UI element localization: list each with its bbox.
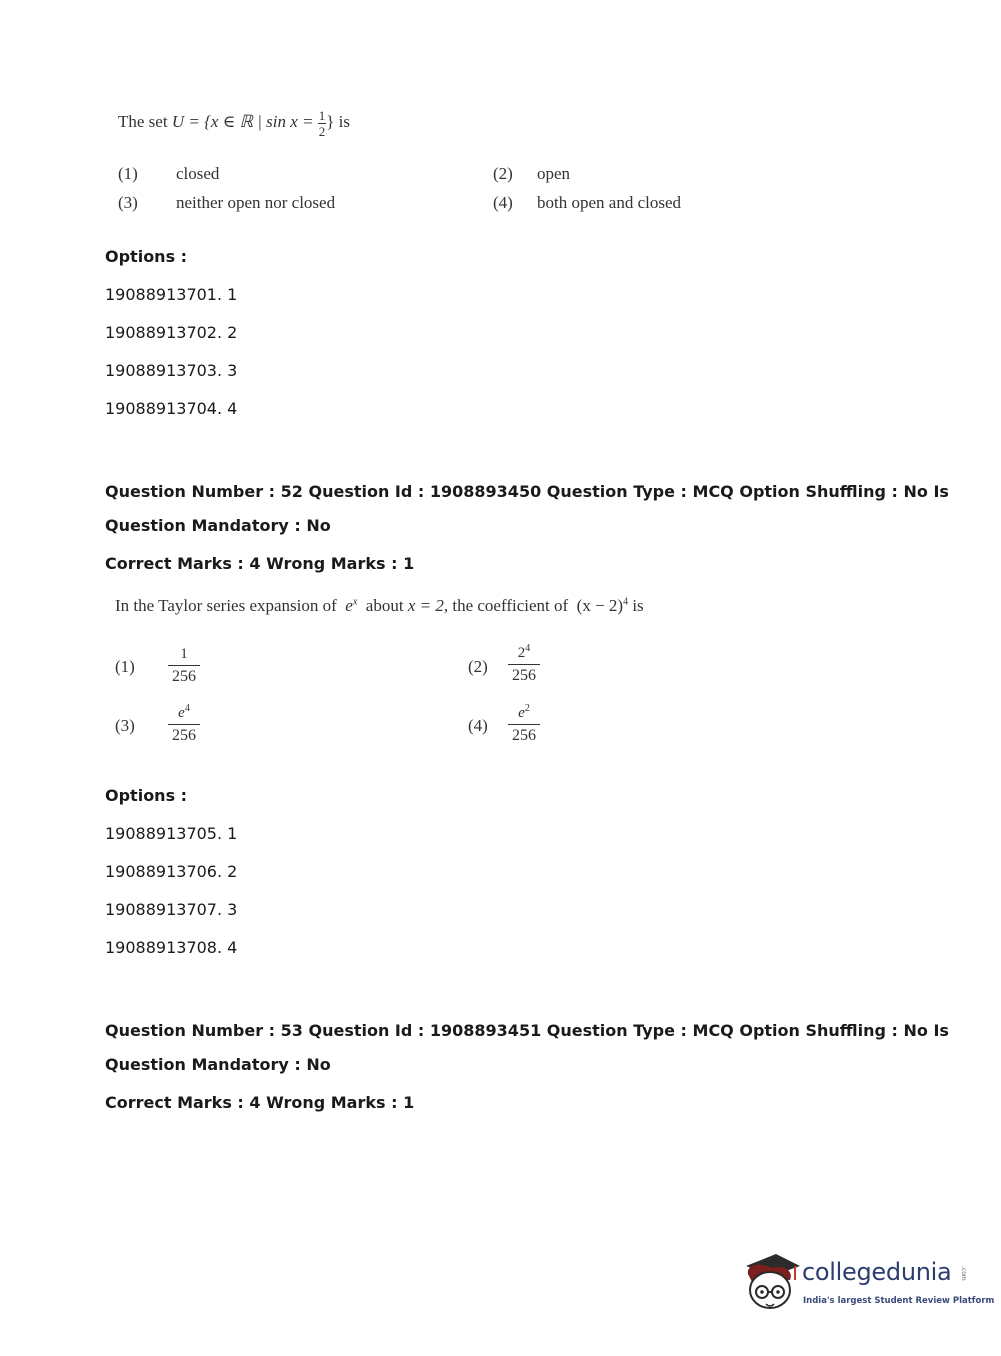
q51-stem (118, 104, 350, 144)
q52-option-3: 19088913707. 3 (105, 900, 238, 919)
q53-header-line2: Question Mandatory : No (105, 1055, 331, 1074)
q53-marks: Correct Marks : 4 Wrong Marks : 1 (105, 1093, 415, 1112)
q51-option-2: 19088913702. 2 (105, 323, 238, 342)
q52-choice-2-numer-exp: 4 (525, 643, 531, 654)
q52-marks: Correct Marks : 4 Wrong Marks : 1 (105, 554, 415, 573)
q52-option-4: 19088913708. 4 (105, 938, 238, 957)
q52-choice-4-denom: 256 (512, 727, 536, 744)
q51-stem-math: U = {x ∈ ℝ | sin x = (171, 112, 314, 131)
q52-choice-1-frac (168, 646, 200, 686)
q51-choice-2-num: (2) (493, 164, 513, 183)
q52-header-line1: Question Number : 52 Question Id : 1908893450 Question Type : MCQ Option Shuffling : No Is (105, 482, 949, 501)
q52-stem-part2: about (365, 596, 404, 615)
q52-choice-1-num: (1) (115, 657, 135, 676)
q51-fraction (318, 109, 327, 138)
q51-choice-1-num: (1) (118, 164, 138, 183)
logo-suffix: .com (960, 1266, 967, 1281)
q52-choice-3-numer-exp: 4 (184, 703, 190, 714)
q51-option-3: 19088913703. 3 (105, 361, 238, 380)
logo-tagline: India's largest Student Review Platform (803, 1296, 995, 1306)
q51-stem-prefix: The set (118, 112, 168, 131)
q51-frac-den: 2 (318, 123, 326, 139)
q52-choice-4-frac (508, 703, 540, 745)
q51-choice-3-num: (3) (118, 193, 138, 212)
q51-option-4: 19088913704. 4 (105, 399, 238, 418)
q52-options-label: Options : (105, 786, 188, 805)
q52-choice-3-num: (3) (115, 716, 135, 735)
collegedunia-logo[interactable] (742, 1252, 995, 1316)
q51-choice-1-text: closed (176, 164, 220, 183)
q51-choice-2-text: open (537, 164, 571, 183)
q51-option-1: 19088913701. 1 (105, 285, 238, 304)
q52-choice-3-numer: e (178, 705, 185, 721)
q51-stem-suffix: is (338, 112, 351, 131)
q53-header-line1: Question Number : 53 Question Id : 1908893451 Question Type : MCQ Option Shuffling : No Is (105, 1021, 949, 1040)
q51-frac-num: 1 (318, 107, 326, 123)
q52-option-1: 19088913705. 1 (105, 824, 238, 843)
q52-stem-part3: x = 2 (407, 596, 444, 615)
q51-choice-4-num: (4) (493, 193, 513, 212)
q52-stem-part5: (x − 2) (576, 596, 624, 615)
q51-choice-3-text: neither open nor closed (176, 193, 336, 212)
q52-stem-part5-exp: 4 (623, 596, 629, 608)
q52-stem (115, 596, 644, 616)
q52-choice-3-denom: 256 (172, 727, 196, 744)
q52-choice-2-numer: 2 (517, 645, 526, 661)
q52-choice-1-denom: 256 (172, 668, 196, 685)
q52-stem-part1: In the Taylor series expansion of (115, 596, 337, 615)
logo-name: collegedunia (802, 1258, 952, 1286)
q52-stem-e-exp: x (352, 596, 358, 608)
q52-choice-1-numer: 1 (180, 646, 188, 662)
q52-choice-2-denom: 256 (512, 667, 536, 684)
q52-choice-2-frac (508, 643, 540, 685)
q52-header-line2: Question Mandatory : No (105, 516, 331, 535)
q51-choice-4-text: both open and closed (537, 193, 681, 212)
q52-choice-3-frac (168, 703, 200, 745)
q52-stem-part6: is (632, 596, 644, 615)
q52-stem-part4: , the coefficient of (443, 596, 569, 615)
q52-choice-4-numer-exp: 2 (524, 703, 530, 714)
q52-choice-4-num: (4) (468, 716, 488, 735)
mascot-icon (742, 1252, 802, 1316)
q52-stem-e: e (345, 596, 353, 615)
q52-choice-4-numer: e (518, 705, 525, 721)
q51-options-label: Options : (105, 247, 188, 266)
q51-stem-close: } (326, 112, 335, 131)
q52-option-2: 19088913706. 2 (105, 862, 238, 881)
q52-choice-2-num: (2) (468, 657, 488, 676)
